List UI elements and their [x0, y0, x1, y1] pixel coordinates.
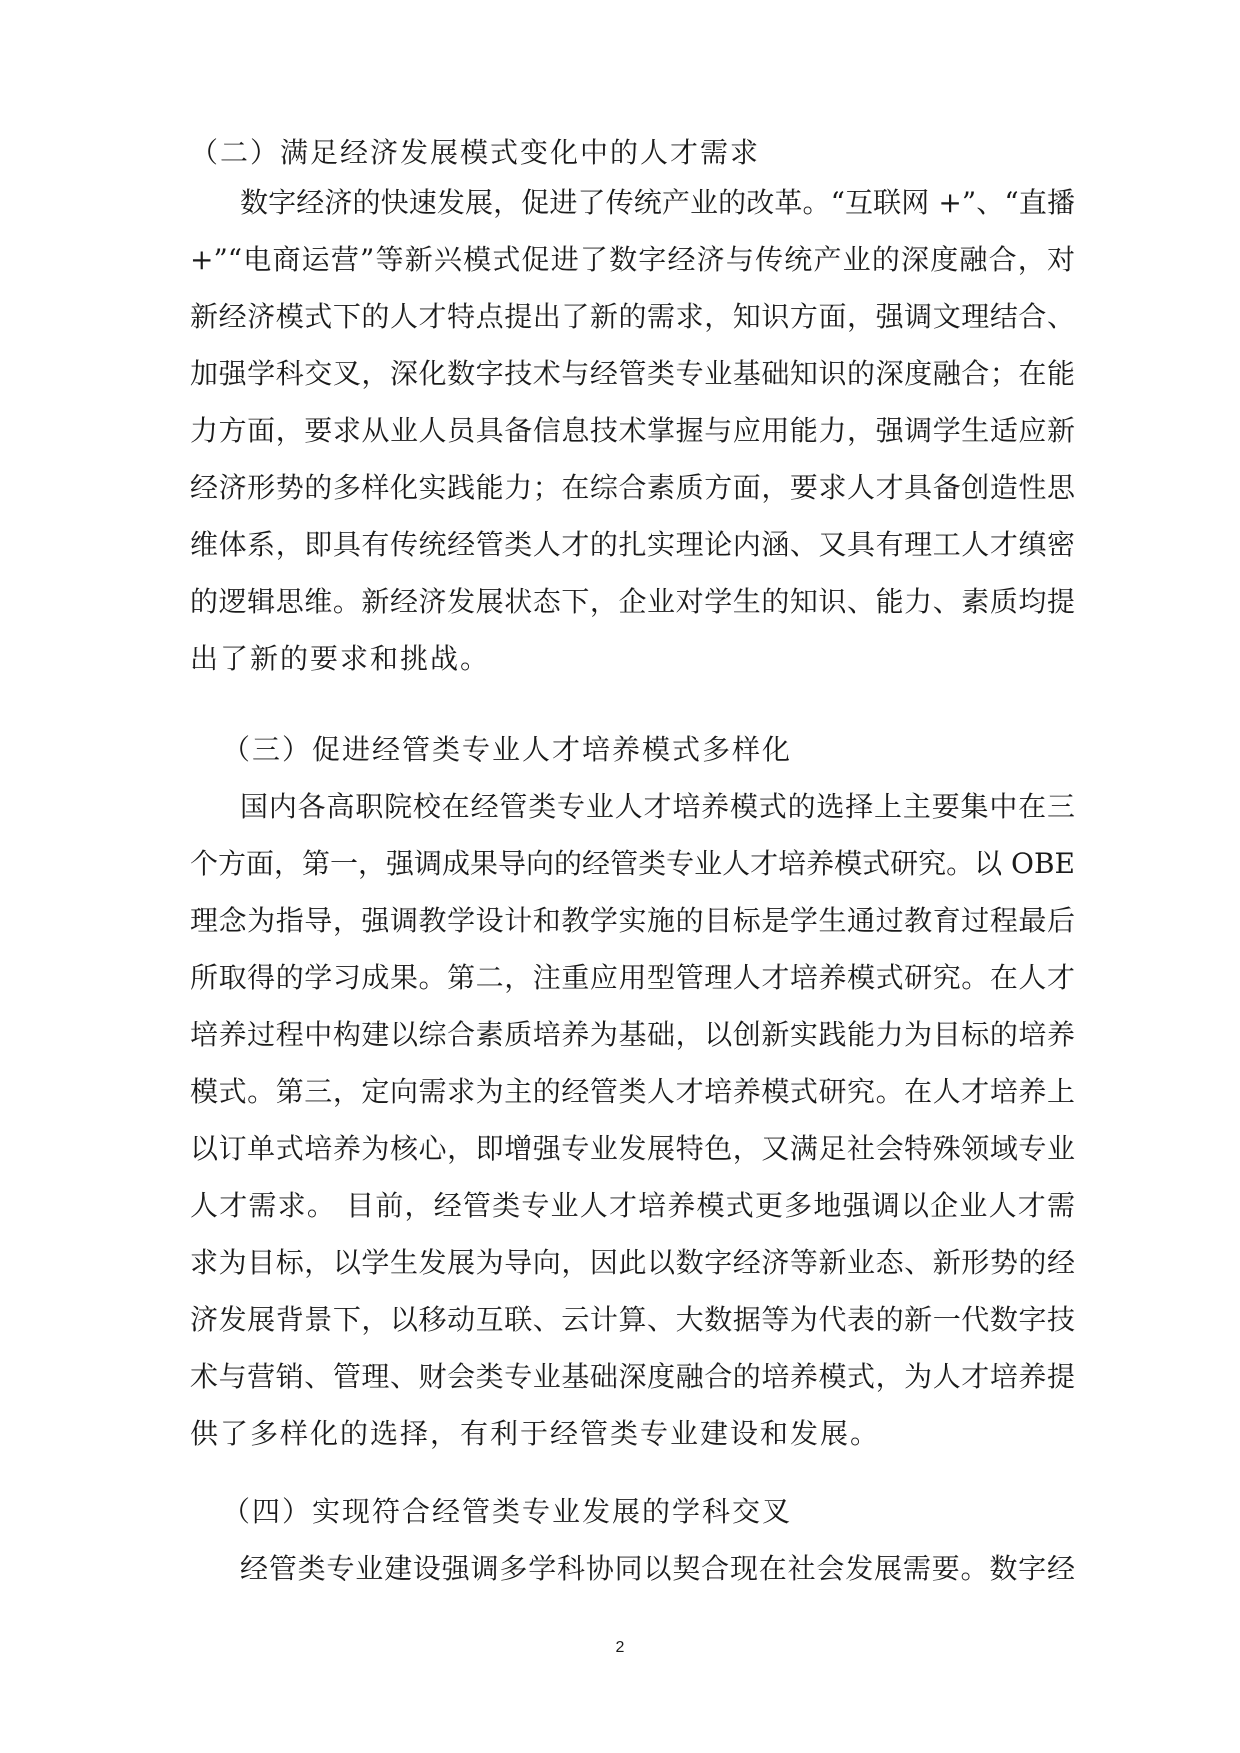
paragraph-line: 以订单式培养为核心，即增强专业发展特色，又满足社会特殊领域专业	[190, 1132, 1075, 1165]
paragraph-line: 国内各高职院校在经管类专业人才培养模式的选择上主要集中在三	[240, 790, 1075, 823]
section-heading-4: （四）实现符合经管类专业发展的学科交叉	[222, 1495, 793, 1528]
paragraph-line: 模式。第三，定向需求为主的经管类人才培养模式研究。在人才培养上	[190, 1075, 1075, 1108]
paragraph-line: 人才需求。 目前，经管类专业人才培养模式更多地强调以企业人才需	[190, 1189, 1075, 1222]
paragraph-line: 术与营销、管理、财会类专业基础深度融合的培养模式，为人才培养提	[190, 1360, 1075, 1393]
paragraph-line: 加强学科交叉，深化数字技术与经管类专业基础知识的深度融合；在能	[190, 357, 1075, 390]
paragraph-line: 所取得的学习成果。第二，注重应用型管理人才培养模式研究。在人才	[190, 961, 1075, 994]
paragraph-line: 维体系，即具有传统经管类人才的扎实理论内涵、又具有理工人才缜密	[190, 528, 1075, 561]
paragraph-line: 出了新的要求和挑战。	[190, 642, 491, 675]
paragraph-line: 力方面，要求从业人员具备信息技术掌握与应用能力，强调学生适应新	[190, 414, 1075, 447]
section-heading-2: （二）满足经济发展模式变化中的人才需求	[190, 136, 761, 169]
paragraph-line: +”“电商运营”等新兴模式促进了数字经济与传统产业的深度融合，对	[190, 243, 1075, 276]
section-heading-3: （三）促进经管类专业人才培养模式多样化	[222, 733, 793, 766]
paragraph-line: 供了多样化的选择，有利于经管类专业建设和发展。	[190, 1417, 881, 1450]
paragraph-line: 个方面，第一，强调成果导向的经管类专业人才培养模式研究。以 OBE	[190, 847, 1075, 880]
paragraph-line: 新经济模式下的人才特点提出了新的需求，知识方面，强调文理结合、	[190, 300, 1075, 333]
paragraph-line: 求为目标，以学生发展为导向，因此以数字经济等新业态、新形势的经	[190, 1246, 1075, 1279]
paragraph-line: 数字经济的快速发展，促进了传统产业的改革。“互联网 +”、“直播	[240, 186, 1075, 219]
paragraph-line: 经济形势的多样化实践能力；在综合素质方面，要求人才具备创造性思	[190, 471, 1075, 504]
paragraph-line: 培养过程中构建以综合素质培养为基础，以创新实践能力为目标的培养	[190, 1018, 1075, 1051]
paragraph-line: 经管类专业建设强调多学科协同以契合现在社会发展需要。数字经	[240, 1552, 1075, 1585]
paragraph-line: 济发展背景下，以移动互联、云计算、大数据等为代表的新一代数字技	[190, 1303, 1075, 1336]
paragraph-line: 的逻辑思维。新经济发展状态下，企业对学生的知识、能力、素质均提	[190, 585, 1075, 618]
page-number: 2	[615, 1639, 625, 1656]
paragraph-line: 理念为指导，强调教学设计和教学实施的目标是学生通过教育过程最后	[190, 904, 1075, 937]
